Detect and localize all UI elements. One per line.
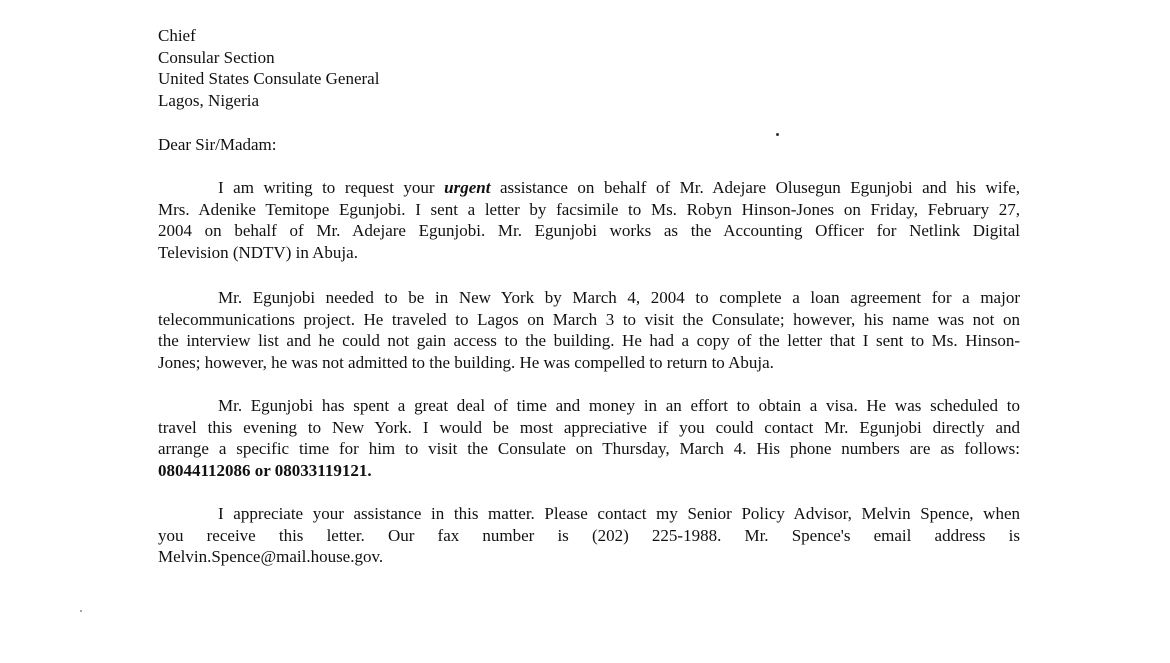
text-segment: assistance on behalf of Mr. Adejare Olusegun Egunjobi and his wife, [490, 178, 1020, 197]
phone-numbers: 08044112086 or 08033119121. [158, 460, 372, 480]
paragraph-line: Mr. Egunjobi has spent a great deal of time and money in an effort to obtain a visa. He was scheduled to [218, 396, 1020, 415]
recipient-address [158, 25, 379, 111]
paragraph-line: arrange a specific time for him to visit the Consulate on Thursday, March 4. His phone numbers are as follows: [158, 439, 1020, 458]
paragraph-line: Mrs. Adenike Temitope Egunjobi. I sent a letter by facsimile to Ms. Robyn Hinson-Jones on Friday, February 27, [158, 199, 1020, 219]
paragraph-line: Mr. Egunjobi needed to be in New York by March 4, 2004 to complete a loan agreement for a major [218, 288, 1020, 307]
paragraph-line: Television (NDTV) in Abuja. [158, 242, 358, 262]
paragraph-line: telecommunications project. He traveled to Lagos on March 3 to visit the Consulate; however, his name was not on [158, 309, 1020, 329]
paragraph-line: I appreciate your assistance in this matter. Please contact my Senior Policy Advisor, Melvin Spence, when [218, 504, 1020, 523]
paragraph-closing [158, 503, 1020, 568]
scan-speck [776, 133, 779, 136]
salutation: Dear Sir/Madam: [158, 135, 277, 154]
paragraph-line: 2004 on behalf of Mr. Adejare Egunjobi. Mr. Egunjobi works as the Accounting Officer for Netlink Digital [158, 221, 1020, 240]
address-line: Chief [158, 26, 196, 45]
paragraph-line: the interview list and he could not gain access to the building. He had a copy of the letter that I sent to Ms. Hinson- [158, 331, 1020, 350]
paragraph-contact-request [158, 395, 1020, 481]
paragraph-background [158, 287, 1020, 373]
address-line: Lagos, Nigeria [158, 90, 260, 110]
paragraph-line: Jones; however, he was not admitted to the building. He was compelled to return to Abuja. [158, 352, 774, 372]
paragraph-request [158, 177, 1020, 263]
paragraph-line: travel this evening to New York. I would be most appreciative if you could contact Mr. Egunjobi directly and [158, 417, 1020, 437]
address-line: United States Consulate General [158, 69, 380, 88]
paragraph-line: you receive this letter. Our fax number is (202) 225-1988. Mr. Spence's email address is [158, 525, 1020, 545]
scan-speck [80, 610, 82, 612]
paragraph-line [158, 177, 1020, 199]
email-address: Melvin.Spence@mail.house.gov. [158, 547, 384, 566]
address-line: Consular Section [158, 47, 275, 67]
text-segment: I am writing to request your [218, 178, 445, 197]
emphasis-urgent: urgent [444, 178, 491, 197]
